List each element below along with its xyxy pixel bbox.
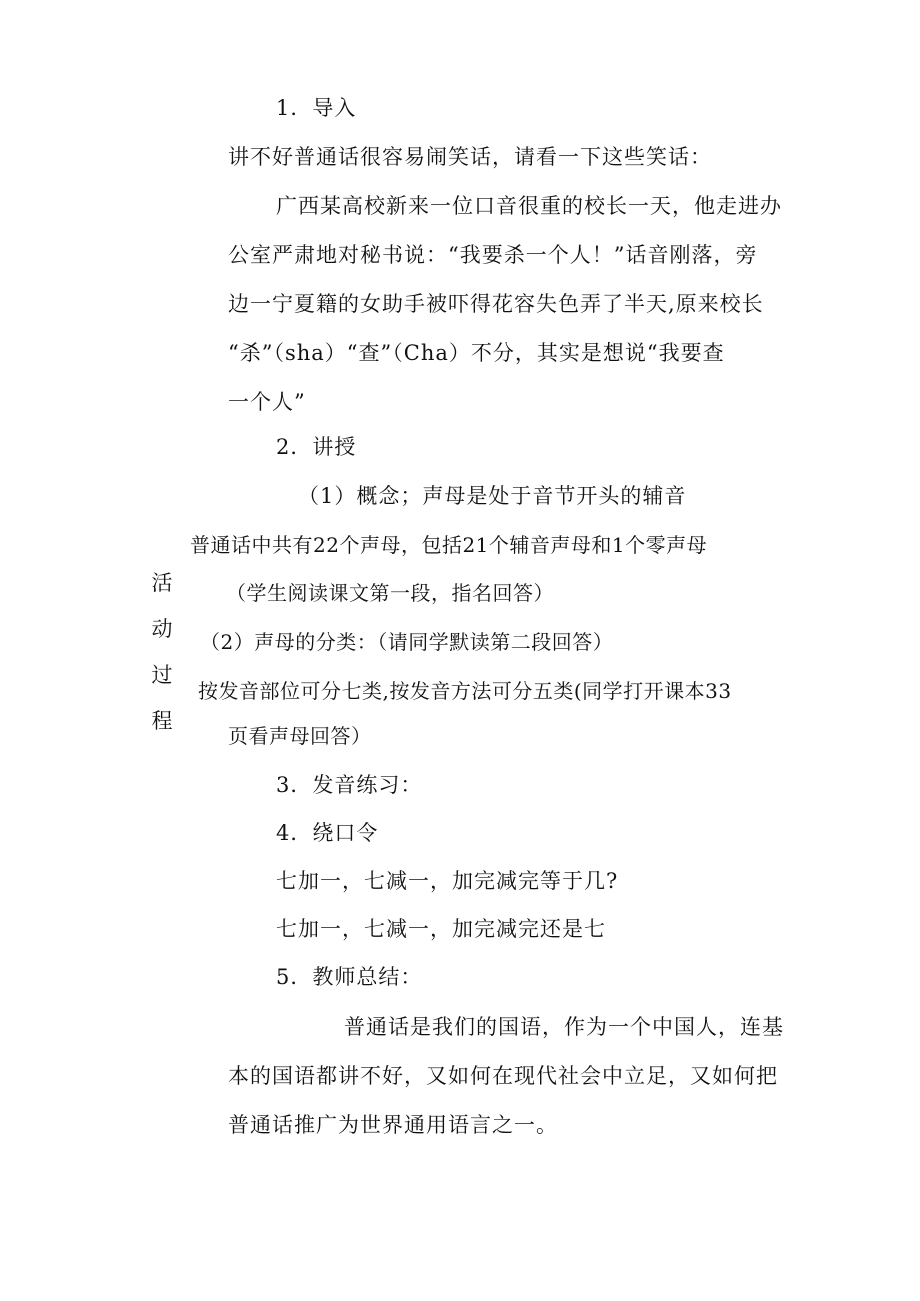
side-label-char: 活 [151,571,173,595]
body-line: （学生阅读课文第一段，指名回答） [226,581,554,605]
body-line: 普通话是我们的国语，作为一个中国人，连基 [344,1015,784,1039]
side-label-char: 动 [151,617,173,641]
side-label-char: 程 [151,709,173,733]
body-line: 讲不好普通话很容易闹笑话，请看一下这些笑话： [228,145,712,169]
section-heading-tongue-twister: 4．绕口令 [276,821,379,845]
body-line: 普通话中共有22个声母，包括21个辅音声母和1个零声母 [190,533,708,557]
side-label [148,560,176,744]
side-label-char: 过 [151,663,173,687]
section-heading-summary: 5．教师总结： [276,965,423,989]
section-heading-intro: 1．导入 [276,96,357,120]
body-line: （2）声母的分类：（请同学默读第二段回答） [200,630,614,654]
body-line: 边一宁夏籍的女助手被吓得花容失色弄了半天,原来校长 [228,292,764,316]
body-line: 七加一，七减一，加完减完还是七 [276,917,606,941]
body-line: 七加一，七减一，加完减完等于几? [276,869,619,893]
body-line: 普通话推广为世界通用语言之一。 [228,1113,558,1137]
body-line: 本的国语都讲不好，又如何在现代社会中立足，又如何把 [228,1064,778,1088]
body-line: 公室严肃地对秘书说：“我要杀一个人！”话音刚落，旁 [228,243,758,267]
body-line: 一个人” [228,390,306,414]
section-heading-practice: 3．发音练习： [276,773,423,797]
body-line: 按发音部位可分七类,按发音方法可分五类(同学打开课本33 [198,679,732,703]
section-heading-lecture: 2．讲授 [276,435,357,459]
body-line: 广西某高校新来一位口音很重的校长一天，他走进办 [276,194,782,218]
body-line: （1）概念；声母是处于音节开头的辅音 [298,484,687,508]
body-line: 页看声母回答） [228,724,372,748]
body-line: “杀”（sha）“查”（Cha）不分，其实是想说“我要查 [228,341,725,365]
